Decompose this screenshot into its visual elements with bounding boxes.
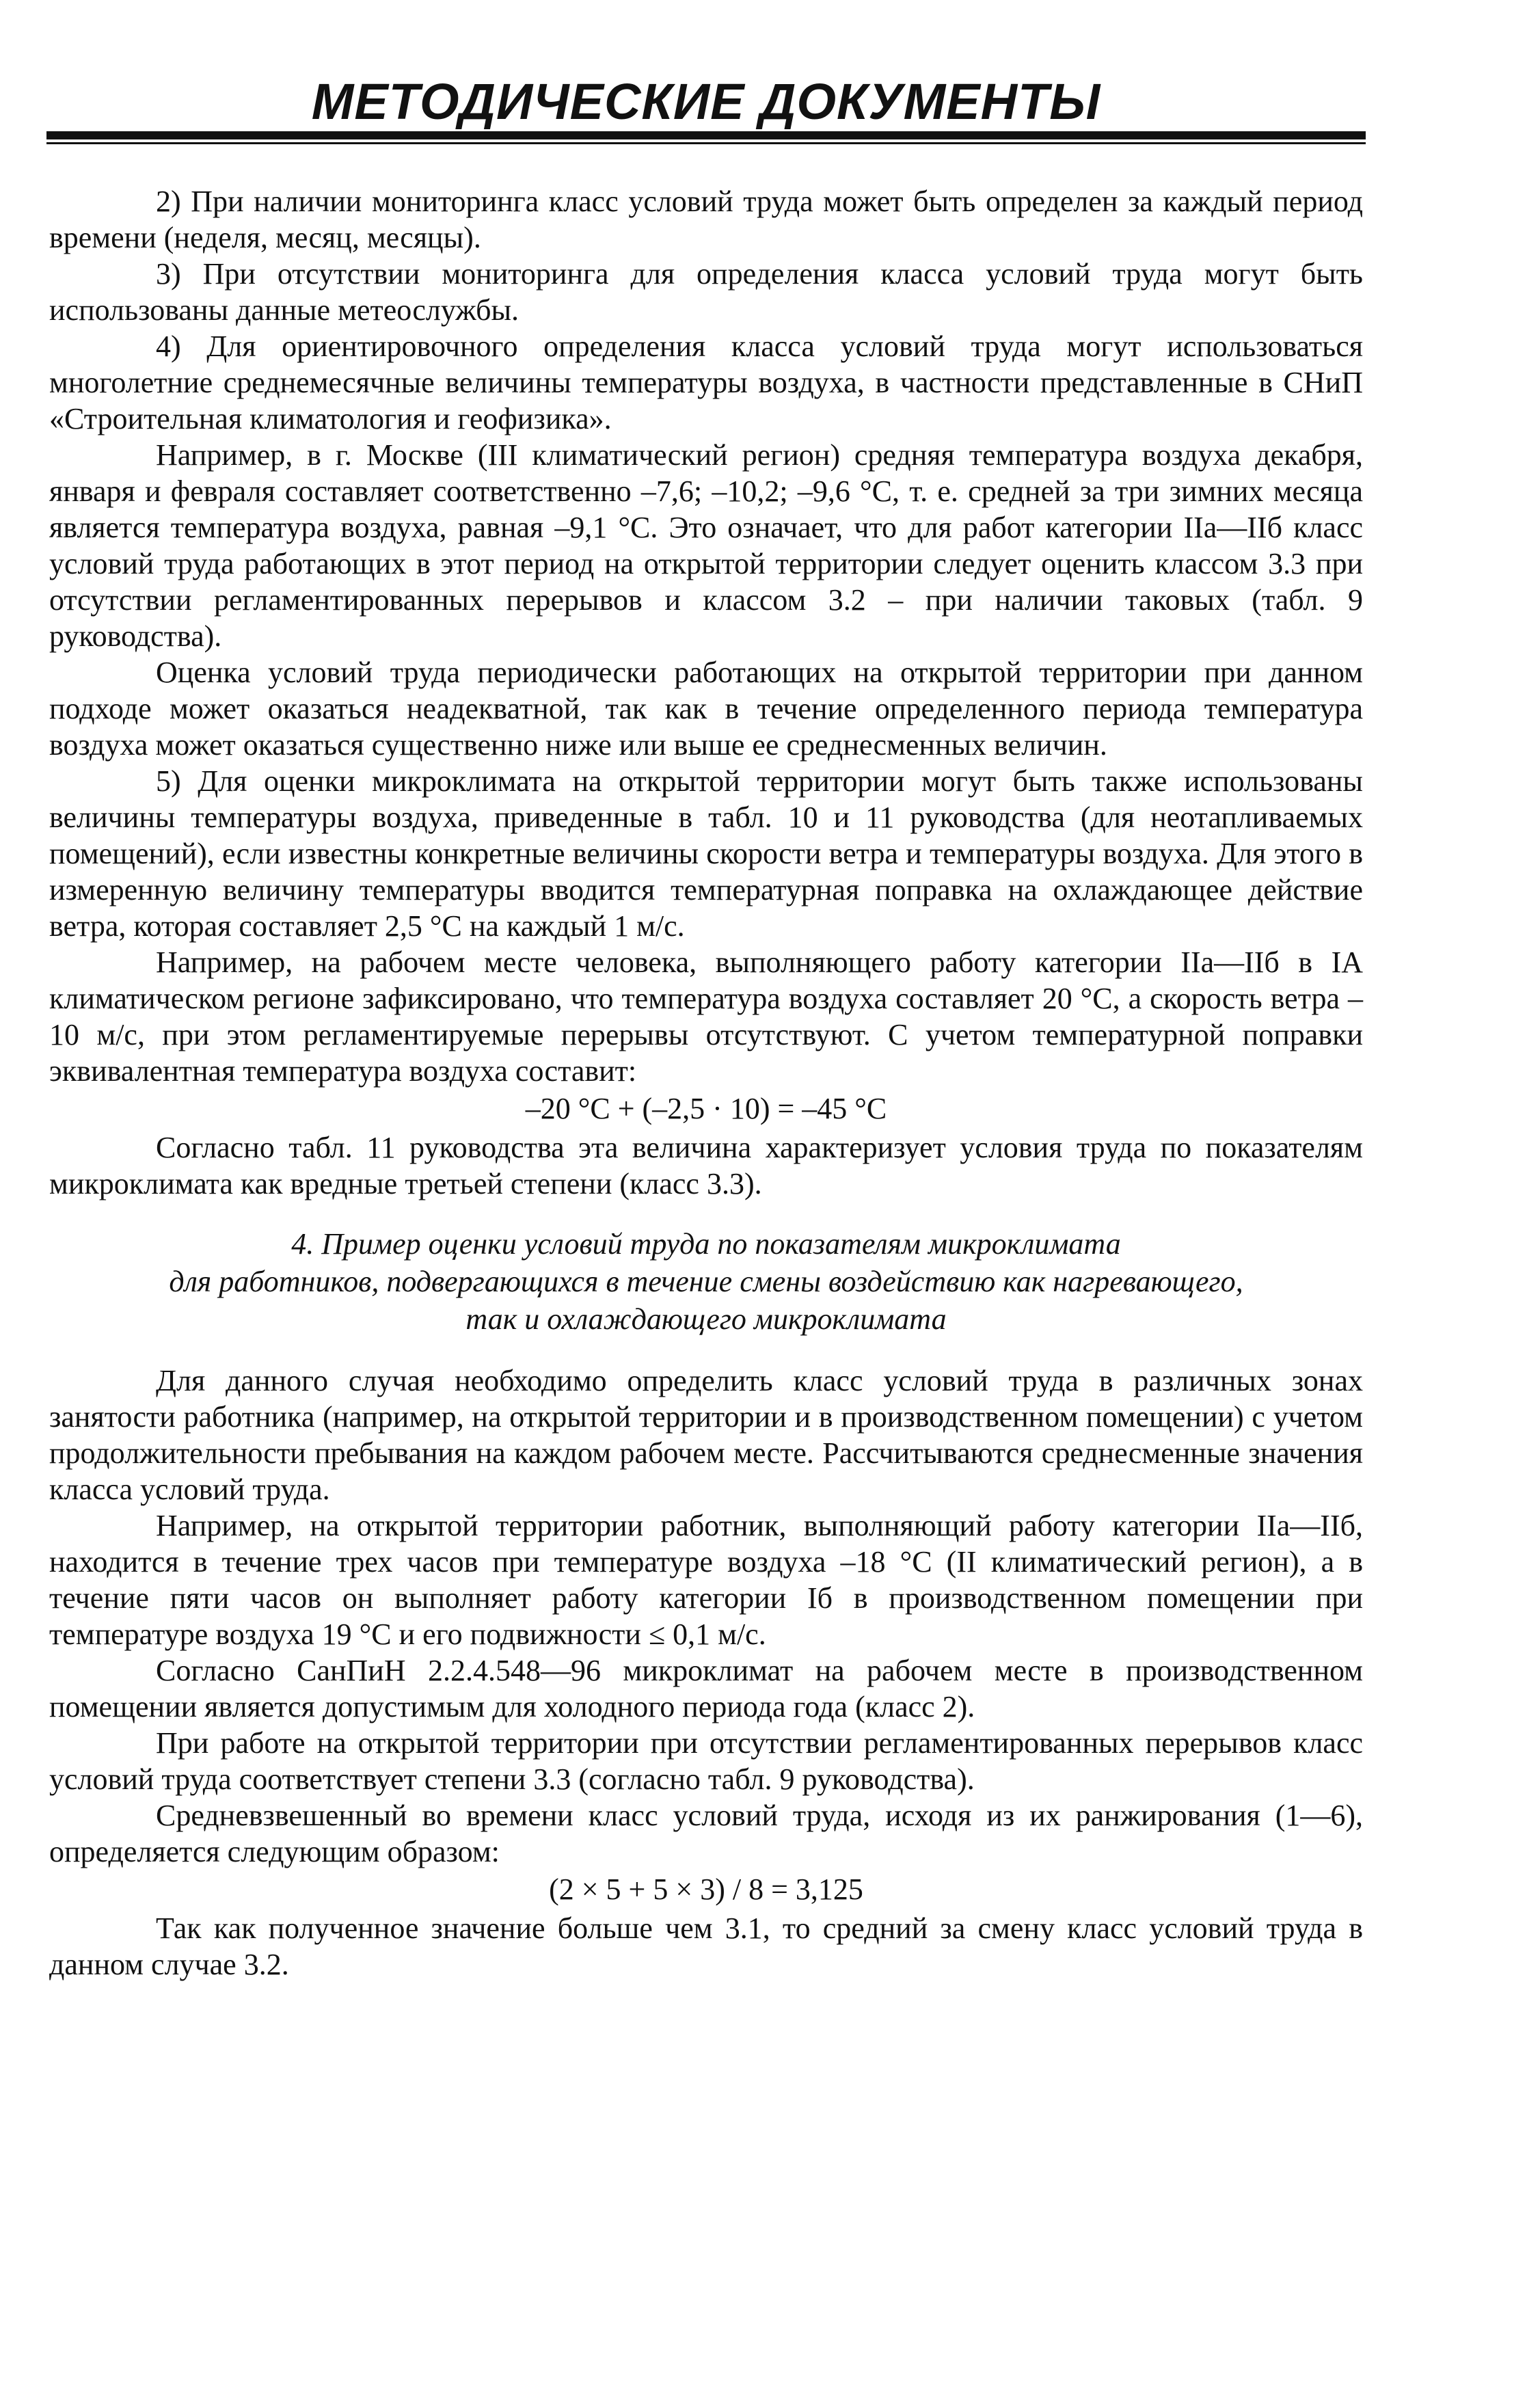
section-heading-line: 4. Пример оценки условий труда по показателям микроклимата — [291, 1227, 1121, 1261]
paragraph-conclusion: Так как полученное значение больше чем 3.1, то средний за смену класс условий труда в данном случае 3.2. — [49, 1911, 1363, 1981]
section-heading-4 — [49, 1225, 1363, 1338]
paragraph-weighted-intro: Средневзвешенный во времени класс условий труда, исходя из их ранжирования (1—6), определяется следующим образом: — [49, 1799, 1363, 1868]
paragraph-zones-intro: Для данного случая необходимо определить класс условий труда в различных зонах занятости работника (например, на открытой территории и в производственном помещении) с учетом продолжительности пребывания на каждом рабочем месте. Рассчитываются среднесменные значения класса условий труда. — [49, 1364, 1363, 1506]
paragraph-assessment-note: Оценка условий труда периодически работающих на открытой территории при данном подходе может оказаться неадекватной, так как в течение определенного периода температура воздуха может оказаться существенно ниже или выше ее среднесменных величин. — [49, 656, 1363, 762]
paragraph-worker-example: Например, на открытой территории работник, выполняющий работу категории IIа—IIб, находится в течение трех часов при температуре воздуха –18 °С (II климатический регион), а в течение пяти часов он выполняет работу категории Iб в производственном помещении при температуре воздуха 19 °С и его подвижности ≤ 0,1 м/с. — [49, 1509, 1363, 1651]
paragraph-item-3: 3) При отсутствии мониторинга для определения класса условий труда могут быть использованы данные метеослужбы. — [49, 257, 1363, 327]
formula-equivalent-temperature: –20 °С + (–2,5 · 10) = –45 °С — [525, 1092, 887, 1125]
paragraph-open-territory-class: При работе на открытой территории при отсутствии регламентированных перерывов класс условий труда соответствует степени 3.3 (согласно табл. 9 руководства). — [49, 1726, 1363, 1796]
paragraph-wind-example: Например, на рабочем месте человека, выполняющего работу категории IIа—IIб в IА климатическом регионе зафиксировано, что температура воздуха составляет 20 °С, а скорость ветра – 10 м/с, при этом регламентируемые перерывы отсутствуют. С учетом температурной поправки эквивалентная температура воздуха составит: — [49, 945, 1363, 1088]
paragraph-item-4: 4) Для ориентировочного определения класса условий труда могут использоваться многолетние среднемесячные величины температуры воздуха, в частности представленные в СНиП «Строительная климатология и геофизика». — [49, 330, 1363, 435]
paragraph-item-5: 5) Для оценки микроклимата на открытой территории могут быть также использованы величины температуры воздуха, приведенные в табл. 10 и 11 руководства (для неотапливаемых помещений), если известны конкретные величины скорости ветра и температуры воздуха. Для этого в измеренную величину температуры вводится температурная поправка на охлаждающее действие ветра, которая составляет 2,5 °С на каждый 1 м/с. — [49, 764, 1363, 943]
paragraph-table-11-result: Согласно табл. 11 руководства эта величина характеризует условия труда по показателям микроклимата как вредные третьей степени (класс 3.3). — [49, 1131, 1363, 1200]
section-heading-line: для работников, подвергающихся в течение смены воздействию как нагревающего, — [169, 1265, 1243, 1298]
header-rule-thick — [46, 131, 1366, 139]
formula-weighted-class: (2 × 5 + 5 × 3) / 8 = 3,125 — [549, 1872, 863, 1906]
paragraph-item-2: 2) При наличии мониторинга класс условий труда может быть определен за каждый период времени (неделя, месяц, месяцы). — [49, 185, 1363, 254]
paragraph-moscow-example: Например, в г. Москве (III климатический регион) средняя температура воздуха декабря, января и февраля составляет соответственно –7,6; –10,2; –9,6 °С, т. е. средней за три зимних месяца является температура воздуха, равная –9,1 °С. Это означает, что для работ категории IIа—IIб класс условий труда работающих в этот период на открытой территории следует оценить классом 3.3 при отсутствии регламентированных перерывов и классом 3.2 – при наличии таковых (табл. 9 руководства). — [49, 438, 1363, 653]
header-rule-thin — [46, 142, 1366, 144]
running-header-title: МЕТОДИЧЕСКИЕ ДОКУМЕНТЫ — [311, 73, 1101, 130]
section-heading-line: так и охлаждающего микроклимата — [465, 1302, 947, 1336]
page-header — [46, 74, 1366, 144]
paragraph-sanpin: Согласно СанПиН 2.2.4.548—96 микроклимат на рабочем месте в производственном помещении является допустимым для холодного периода года (класс 2). — [49, 1654, 1363, 1723]
page-body — [49, 183, 1363, 1983]
